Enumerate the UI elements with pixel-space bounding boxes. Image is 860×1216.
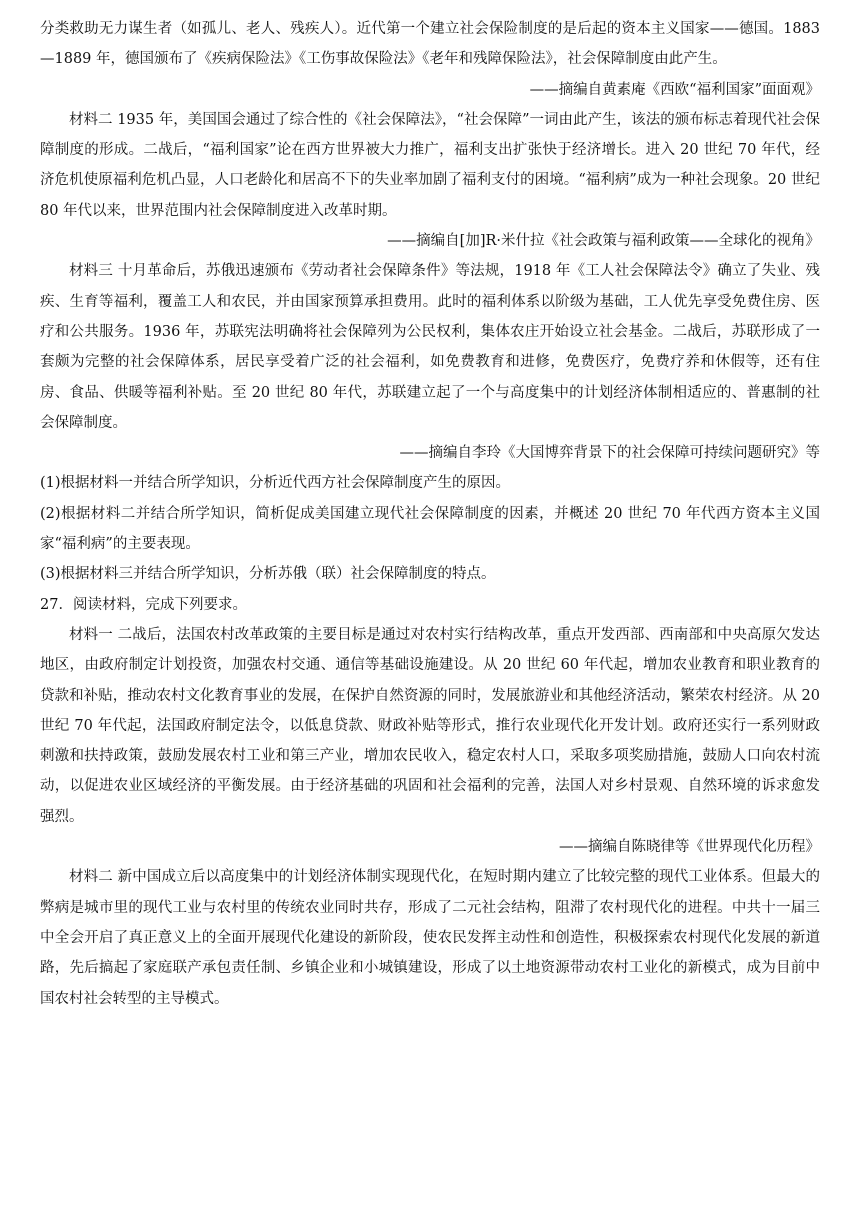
source-citation: ——摘编自黄素庵《西欧“福利国家”面面观》 — [529, 81, 820, 98]
material-2-paragraph: 材料二 1935 年，美国国会通过了综合性的《社会保障法》，“社会保障”一词由此产生，该法的颁布标志着现代社会保障制度的形成。二战后，“福利国家”论在西方世界被大力推广，福利支出扩张快于经济增长。进入 20 世纪 70 年代，经济危机使原福利危机凸显，人口老龄化和居高不下的失业率加剧了福利支付的困境。“福利病”成为一种社会现象。20 世纪 80 年代以来，世界范围内社会保障制度进入改革时期。 — [40, 111, 820, 219]
source-citation: ——摘编自陈晓律等《世界现代化历程》 — [559, 839, 820, 856]
material-3-paragraph: 材料三 十月革命后，苏俄迅速颁布《劳动者社会保障条件》等法规，1918 年《工人社会保障法令》确立了失业、残疾、生育等福利，覆盖工人和农民，并由国家预算承担费用。此时的福利体系以阶级为基础，工人优先享受免费住房、医疗和公共服务。1936 年，苏联宪法明确将社会保障列为公民权利，集体农庄开始设立社会基金。二战后，苏联形成了一套颇为完整的社会保障体系，居民享受着广泛的社会福利，如免费教育和进修，免费医疗，免费疗养和休假等，还有住房、食品、供暖等福利补贴。至 20 世纪 80 年代，苏联建立起了一个与高度集中的计划经济体制相适应的、普惠制的社会保障制度。 — [40, 263, 820, 431]
question-1: (1)根据材料一并结合所学知识，分析近代西方社会保障制度产生的原因。 — [40, 475, 511, 492]
q27-material-2-paragraph: 材料二 新中国成立后以高度集中的计划经济体制实现现代化，在短时期内建立了比较完整的现代工业体系。但最大的弊病是城市里的现代工业与农村里的传统农业同时共存，形成了二元社会结构，阻滞了农村现代化的进程。中共十一届三中全会开启了真正意义上的全面开展现代化建设的新阶段，使农民发挥主动性和创造性，积极探索农村现代化发展的新道路，先后搞起了家庭联产承包责任制、乡镇企业和小城镇建设，形成了以土地资源带动农村工业化的新模式，成为目前中国农村社会转型的主导模式。 — [40, 869, 820, 1007]
material-1-continuation: 分类救助无力谋生者（如孤儿、老人、残疾人）。近代第一个建立社会保险制度的是后起的资本主义国家——德国。1883—1889 年，德国颁布了《疾病保险法》《工伤事故保险法》《老年和残障保险法》，社会保障制度由此产生。 — [40, 21, 820, 68]
question-3: (3)根据材料三并结合所学知识，分析苏俄（联）社会保障制度的特点。 — [40, 566, 496, 583]
source-citation: ——摘编自[加]R·米什拉《社会政策与福利政策——全球化的视角》 — [387, 233, 820, 250]
question-2: (2)根据材料二并结合所学知识，简析促成美国建立现代社会保障制度的因素，并概述 20 世纪 70 年代西方资本主义国家“福利病”的主要表现。 — [40, 505, 820, 553]
q27-material-1-paragraph: 材料一 二战后，法国农村改革政策的主要目标是通过对农村实行结构改革，重点开发西部、西南部和中央高原欠发达地区，由政府制定计划投资，加强农村交通、通信等基础设施建设。从 20 世纪 60 年代起，增加农业教育和职业教育的贷款和补贴，推动农村文化教育事业的发展，在保护自然资源的同时，发展旅游业和其他经济活动，繁荣农村经济。从 20 世纪 70 年代起，法国政府制定法令，以低息贷款、财政补贴等形式，推行农业现代化开发计划。政府还实行一系列财政刺激和扶持政策，鼓励发展农村工业和第三产业，增加农民收入，稳定农村人口，采取多项奖励措施，鼓励人口向农村流动，以促进农业区域经济的平衡发展。由于经济基础的巩固和社会福利的完善，法国人对乡村景观、自然环境的诉求愈发强烈。 — [40, 626, 820, 825]
question-27-heading: 27．阅读材料，完成下列要求。 — [40, 596, 247, 613]
source-citation: ——摘编自李玲《大国博弈背景下的社会保障可持续问题研究》等 — [399, 445, 820, 462]
